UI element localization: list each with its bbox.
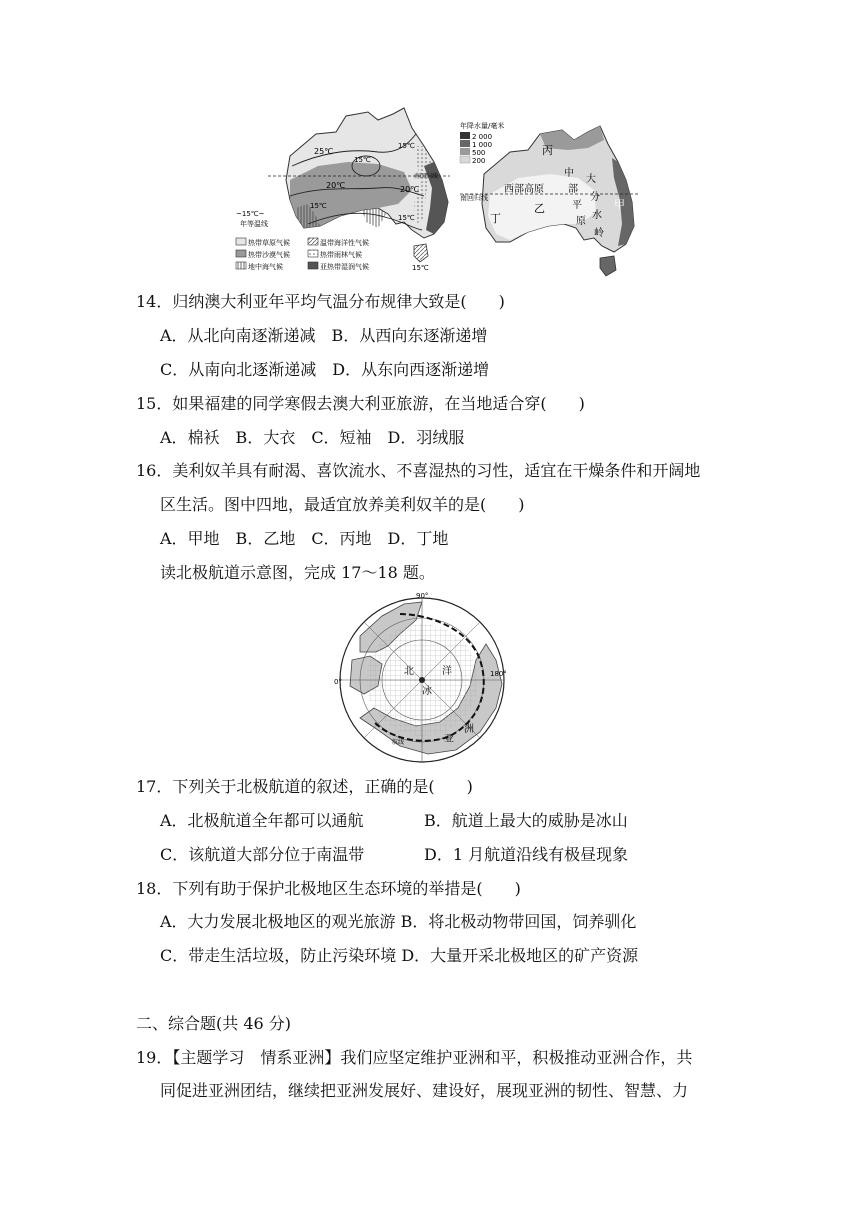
place-great-dividing-range: 岭 <box>594 228 604 239</box>
arctic-route-svg <box>330 590 506 766</box>
ocean-label: 北 <box>404 666 414 677</box>
route-label: 航线 <box>392 739 405 746</box>
place-central-plain: 平 <box>572 200 582 211</box>
bottom-isotherm-label: 15℃ <box>412 264 429 272</box>
isotherm-label: 25℃ <box>314 147 334 156</box>
question-17-stem: 17．下列关于北极航道的叙述，正确的是( ) <box>136 777 473 796</box>
question-17-option-b: B．航道上最大的威胁是冰山 <box>424 811 628 830</box>
legend-swatch <box>460 132 470 139</box>
legend-value: 200 <box>472 157 486 165</box>
arctic-route-figure <box>330 590 506 766</box>
question-14-stem: 14．归纳澳大利亚年平均气温分布规律大致是( ) <box>136 292 505 311</box>
climate-map <box>236 108 450 272</box>
place-jia: 甲 <box>614 198 625 211</box>
question-19-line1: 19．【主题学习 情系亚洲】我们应坚定维护亚洲和平，积极推动亚洲合作，共 <box>136 1048 693 1067</box>
isotherm-label: 15℃ <box>310 202 327 210</box>
section-2-heading: 二、综合题(共 46 分) <box>136 1014 292 1033</box>
ocean-label: 洋 <box>442 666 452 677</box>
tasmania-right <box>600 256 616 276</box>
legend-label: 地中海气候 <box>248 263 283 271</box>
australia-maps-svg <box>228 104 640 280</box>
place-central-plain: 原 <box>576 216 586 227</box>
question-14-options-row2: C．从南向北逐渐递减 D．从东向西逐渐递增 <box>160 360 490 379</box>
isotherm-label: 15℃ <box>398 214 415 222</box>
legend-swatch <box>236 262 246 269</box>
question-18-options-row2: C．带走生活垃圾，防止污染环境 D．大量开采北极地区的矿产资源 <box>160 946 639 965</box>
question-18-options-row1: A．大力发展北极地区的观光旅游 B．将北极动物带回国，饲养驯化 <box>160 912 637 931</box>
legend-swatch <box>460 140 470 147</box>
australia-maps-figure <box>228 104 640 280</box>
question-17-option-d: D．1 月航道沿线有极昼现象 <box>424 845 629 864</box>
place-great-dividing-range: 水 <box>592 210 602 221</box>
longitude-label: 90° <box>416 592 429 600</box>
legend-swatch <box>460 156 470 163</box>
place-bing: 丙 <box>542 144 553 157</box>
question-17-option-a: A．北极航道全年都可以通航 <box>160 811 364 830</box>
climate-legend <box>236 238 369 271</box>
isotherm-label: 15℃ <box>354 156 371 164</box>
legend-swatch <box>460 148 470 155</box>
question-18-stem: 18．下列有助于保护北极地区生态环境的举措是( ) <box>136 879 521 898</box>
place-ding: 丁 <box>490 212 501 225</box>
legend-label: 温带海洋性气候 <box>320 239 369 247</box>
question-16-stem-cont: 区生活。图中四地，最适宜放养美利奴羊的是( ) <box>160 495 525 514</box>
legend-swatch <box>236 250 246 257</box>
place-great-dividing-range: 分 <box>590 192 600 203</box>
place-west-plateau: 西部高原 <box>504 184 544 195</box>
precipitation-map <box>460 121 638 276</box>
continent-label: 亚 <box>444 734 454 745</box>
legend-value: 1 000 <box>472 141 493 149</box>
place-great-dividing-range: 大 <box>586 174 596 185</box>
question-16-stem: 16．美利奴羊具有耐渴、喜饮流水、不喜湿热的习性，适宜在干燥条件和开阔地 <box>136 461 701 480</box>
place-central-plain: 中 <box>564 168 574 179</box>
isotherm-label: 20℃ <box>326 181 346 190</box>
legend-swatch <box>308 250 318 257</box>
tropic-label-right: 南回归线 <box>460 194 488 202</box>
continent-label: 洲 <box>464 724 474 735</box>
legend-label: 亚热带湿润气候 <box>320 263 369 271</box>
legend-label: 热带沙漠气候 <box>248 251 290 259</box>
question-19-line2: 同促进亚洲团结，继续把亚洲发展好、建设好，展现亚洲的韧性、智慧、力 <box>160 1081 689 1100</box>
place-yi: 乙 <box>534 202 545 215</box>
tasmania <box>414 244 428 262</box>
tropic-label-left: 南回归线 <box>414 173 439 180</box>
legend-label: 热带雨林气候 <box>320 251 362 259</box>
isotherm-label: 15℃ <box>398 142 415 150</box>
legend-swatch <box>308 262 318 269</box>
isotherm-note: ~15℃~ <box>236 210 265 218</box>
legend-value: 2 000 <box>472 133 493 141</box>
legend-label: 热带草原气候 <box>248 239 290 247</box>
legend-title: 年降水量/毫米 <box>460 122 505 130</box>
question-15-options: A．棉袄 B．大衣 C．短袖 D．羽绒服 <box>160 428 465 447</box>
longitude-label: 0° <box>334 678 342 686</box>
intro-17-18: 读北极航道示意图，完成 17～18 题。 <box>160 563 435 582</box>
question-14-options-row1: A．从北向南逐渐递减 B．从西向东逐渐递增 <box>160 326 488 345</box>
legend-swatch <box>236 238 246 245</box>
north-pole-marker <box>419 677 425 683</box>
legend-swatch <box>308 238 318 245</box>
place-central-plain: 部 <box>568 184 578 195</box>
question-15-stem: 15．如果福建的同学寒假去澳大利亚旅游，在当地适合穿( ) <box>136 394 585 413</box>
precipitation-legend <box>460 121 504 165</box>
ocean-label: 冰 <box>422 686 432 697</box>
question-16-options: A．甲地 B．乙地 C．丙地 D．丁地 <box>160 529 449 548</box>
isotherm-note: 年等温线 <box>240 220 268 228</box>
question-17-option-c: C．该航道大部分位于南温带 <box>160 845 365 864</box>
isotherm-label: 20℃ <box>400 185 420 194</box>
longitude-label: 180° <box>490 670 506 678</box>
legend-value: 500 <box>472 149 486 157</box>
